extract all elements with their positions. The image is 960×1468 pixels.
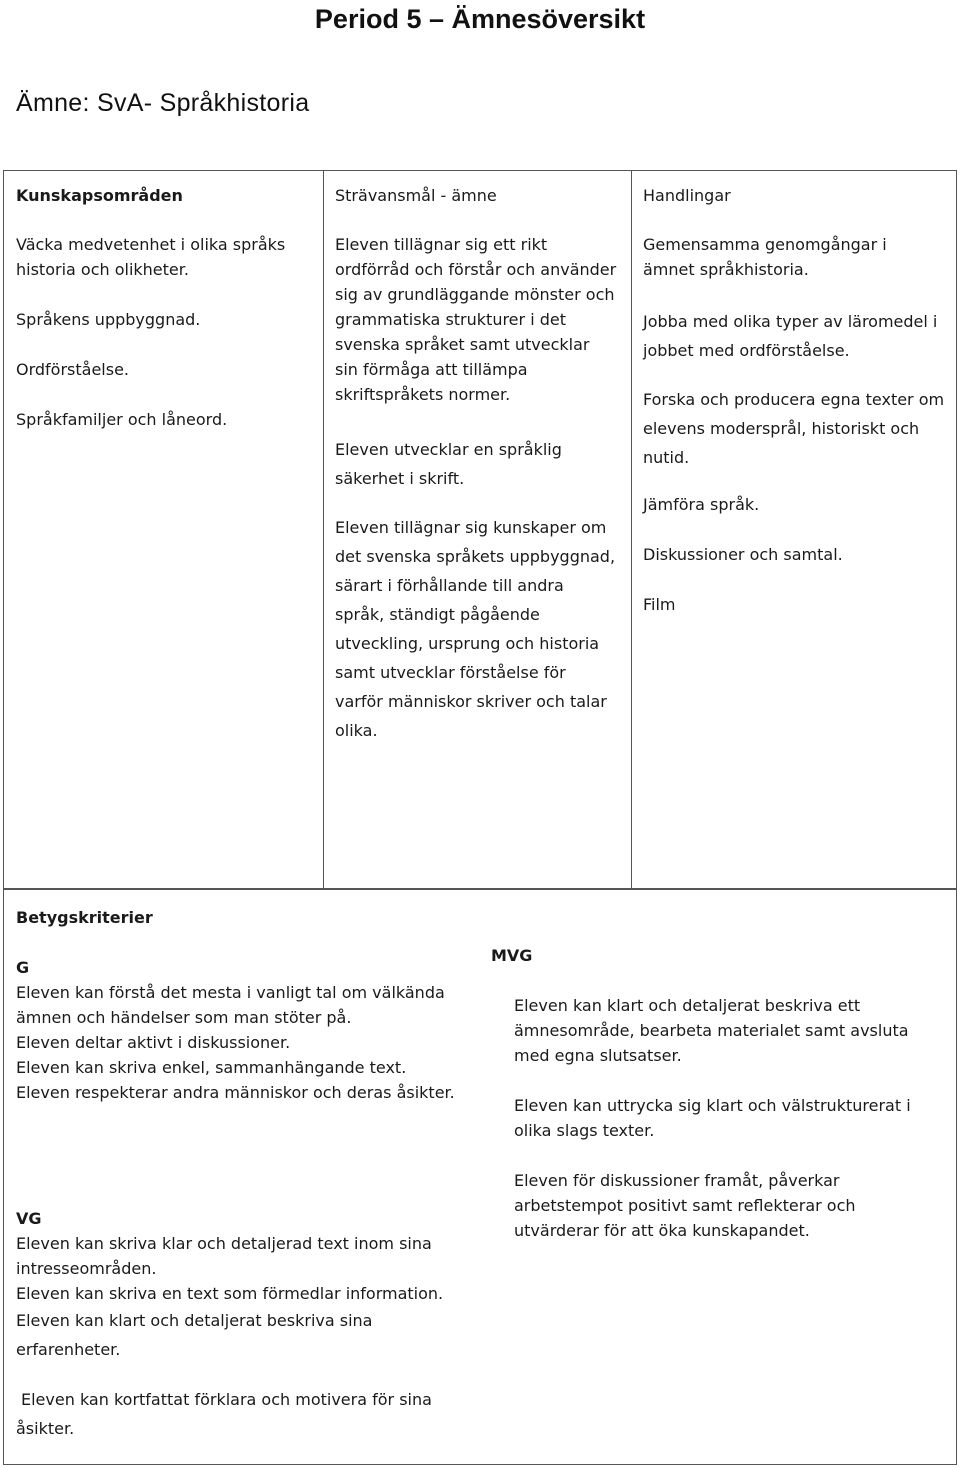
- g-criterion: Eleven respekterar andra människor och deras åsikter.: [16, 1083, 455, 1102]
- vg-section: [16, 1206, 476, 1364]
- page-title: Period 5 – Ämnesöversikt: [314, 4, 646, 34]
- vg-extra-criterion: Eleven kan kortfattat förklara och motivera för sina åsikter.: [16, 1390, 432, 1438]
- handlingar-item: Jobba med olika typer av läromedel i jobbet med ordförståelse.: [643, 312, 938, 360]
- kunskap-item: Språkfamiljer och låneord.: [16, 410, 228, 429]
- mvg-criterion: Eleven kan uttrycka sig klart och välstrukturerat i olika slags texter.: [514, 1096, 911, 1140]
- mvg-section: [514, 993, 934, 1243]
- kunskap-item: Väcka medvetenhet i olika språks historia och olikheter.: [16, 235, 286, 279]
- stravan-item: Eleven tillägnar sig kunskaper om det svenska språkets uppbyggnad, särart i förhållande till andra språk, ständigt pågående utveckling, ursprung och historia samt utvecklar förståelse för varför människor skriver och talar olika.: [335, 518, 616, 740]
- stravan-item: Eleven tillägnar sig ett rikt ordförråd och förstår och använder sig av grundläggande mönster och grammatiska strukturer i det svenska språket samt utvecklar sin förmåga att tillämpa skriftspråkets normer.: [335, 235, 617, 404]
- column-divider: [631, 171, 632, 889]
- mvg-criterion: Eleven kan klart och detaljerat beskriva ett ämnesområde, bearbeta materialet samt avsluta med egna slutsatser.: [514, 996, 909, 1065]
- handlingar-item: Film: [643, 595, 676, 614]
- stravan-column: [335, 183, 617, 745]
- stravan-item: Eleven utvecklar en språklig säkerhet i skrift.: [335, 440, 562, 488]
- vg-criterion: Eleven kan skriva klar och detaljerad text inom sina intresseområden.: [16, 1234, 432, 1278]
- g-criterion: Eleven kan förstå det mesta i vanligt tal om välkända ämnen och händelser som man stöter på.: [16, 983, 445, 1027]
- grading-box: [3, 888, 957, 1465]
- column-divider: [323, 171, 324, 889]
- vg-criterion: Eleven kan skriva en text som förmedlar information.: [16, 1284, 444, 1303]
- handlingar-item: Forska och producera egna texter om elevens modersprål, historiskt och nutid.: [643, 390, 945, 467]
- handlingar-item: Diskussioner och samtal.: [643, 545, 843, 564]
- handlingar-header: Handlingar: [643, 186, 731, 205]
- betyg-header: Betygskriterier: [16, 908, 153, 927]
- stravan-header: Strävansmål - ämne: [335, 186, 497, 205]
- kunskap-item: Ordförståelse.: [16, 360, 130, 379]
- vg-label: VG: [16, 1209, 42, 1228]
- g-section: [16, 955, 476, 1105]
- mvg-criterion: Eleven för diskussioner framåt, påverkar arbetstempot positivt samt reflekterar och utvärderar för att öka kunskapandet.: [514, 1171, 856, 1240]
- kunskap-item: Språkens uppbyggnad.: [16, 310, 201, 329]
- g-criterion: Eleven deltar aktivt i diskussioner.: [16, 1033, 291, 1052]
- handlingar-column: [643, 183, 949, 617]
- vg-criterion: Eleven kan klart och detaljerat beskriva sina erfarenheter.: [16, 1311, 373, 1359]
- overview-table: [3, 170, 957, 890]
- g-criterion: Eleven kan skriva enkel, sammanhängande text.: [16, 1058, 407, 1077]
- kunskap-header: Kunskapsområden: [16, 186, 183, 205]
- subject-heading: Ämne: SvA- Språkhistoria: [16, 89, 310, 117]
- mvg-label: MVG: [491, 946, 533, 965]
- handlingar-item: Jämföra språk.: [643, 495, 760, 514]
- g-label: G: [16, 958, 30, 977]
- kunskap-column: [16, 183, 312, 432]
- handlingar-item: Gemensamma genomgångar i ämnet språkhistoria.: [643, 235, 887, 279]
